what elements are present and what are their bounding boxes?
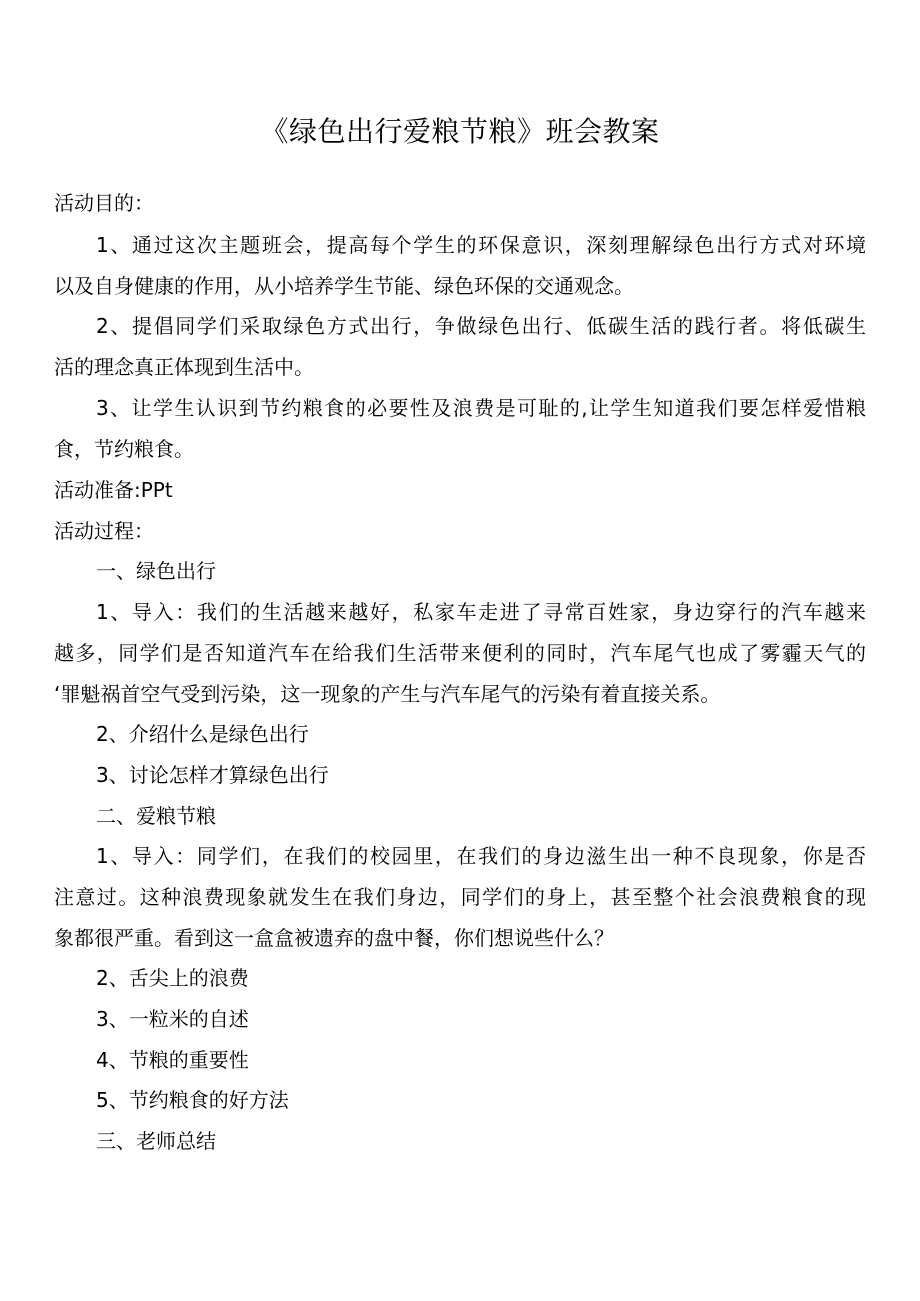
objective-2-line-2: 活的理念真正体现到生活中。 [54,355,314,379]
objective-2-line-1: 2、提倡同学们采取绿色方式出行，争做绿色出行、低碳生活的践行者。将低碳生 [96,314,866,338]
objective-3-line-1: 3、让学生认识到节约粮食的必要性及浪费是可耻的,让学生知道我们要怎样爱惜粮 [96,396,866,420]
objective-3-line-2: 食，节约粮食。 [54,437,194,461]
section-1-intro-line-3: ‘罪魁祸首空气受到污染，这一现象的产生与汽车尾气的污染有着直接关系。 [54,682,721,706]
section-3-heading: 三、老师总结 [96,1129,216,1153]
objective-1-line-1: 1、通过这次主题班会，提高每个学生的环保意识，深刻理解绿色出行方式对环境 [96,233,866,257]
section-1-heading: 一、绿色出行 [96,559,216,583]
section-1-item: 2、介绍什么是绿色出行 [96,722,309,746]
document-title: 《绿色出行爱粮节粮》班会教案 [260,115,660,148]
section-1-intro-line-1: 1、导入：我们的生活越来越好，私家车走进了寻常百姓家，身边穿行的汽车越来 [96,600,866,624]
section-1-item: 3、讨论怎样才算绿色出行 [96,763,329,787]
preparation-line: 活动准备:PPt [54,478,173,502]
section-2-heading: 二、爱粮节粮 [96,804,216,828]
section-1-intro-line-2: 越多，同学们是否知道汽车在给我们生活带来便利的同时，汽车尾气也成了雾霾天气的 [54,641,866,665]
section-2-item: 3、一粒米的自述 [96,1007,249,1031]
objective-1-line-2: 以及自身健康的作用，从小培养学生节能、绿色环保的交通观念。 [54,274,634,298]
process-heading: 活动过程： [54,519,154,543]
section-2-intro-line-2: 注意过。这种浪费现象就发生在我们身边，同学们的身上，甚至整个社会浪费粮食的现 [54,885,866,909]
section-2-intro-line-1: 1、导入：同学们，在我们的校园里，在我们的身边滋生出一种不良现象，你是否 [96,844,866,868]
section-2-intro-line-3: 象都很严重。看到这一盒盒被遗弃的盘中餐，你们想说些什么？ [54,926,614,950]
objective-heading: 活动目的： [54,191,154,215]
section-2-item: 4、节粮的重要性 [96,1048,249,1072]
section-2-item: 2、舌尖上的浪费 [96,966,249,990]
section-2-item: 5、节约粮食的好方法 [96,1088,289,1112]
